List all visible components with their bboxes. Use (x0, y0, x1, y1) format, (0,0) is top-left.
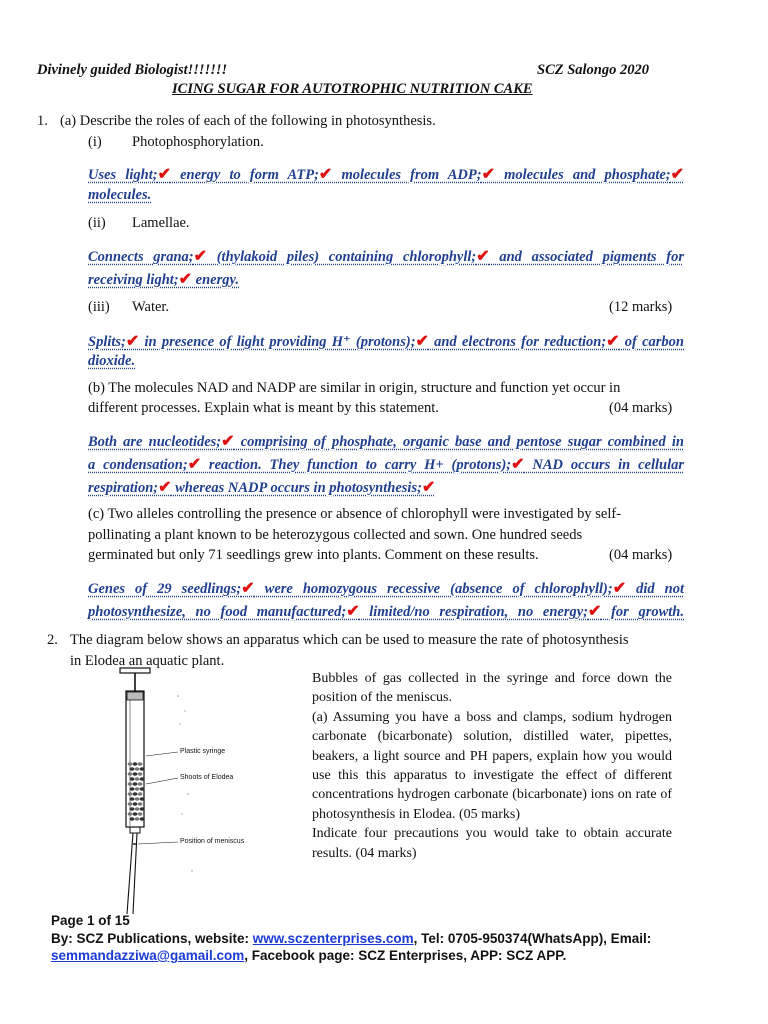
q1a-iii-term: Water. (132, 299, 170, 315)
q2-side-para-3: Indicate four precautions you would take to obtain accurate results. (04 marks) (312, 826, 672, 861)
q1a-i-term: Photophosphorylation. (132, 134, 264, 150)
answer-segment: for growth. (601, 604, 684, 620)
elodea-leaf (135, 807, 140, 811)
elodea-leaf (130, 777, 135, 781)
elodea-leaf (130, 807, 135, 811)
check-mark-icon: ✔ (346, 603, 360, 620)
plunger-head (127, 692, 143, 700)
syringe-apparatus-diagram (90, 666, 290, 916)
check-mark-icon: ✔ (481, 166, 495, 183)
check-mark-icon: ✔ (193, 248, 207, 265)
q1a-iii-number: (iii) (88, 299, 110, 315)
page-number: Page 1 of 15 (51, 913, 130, 928)
check-mark-icon: ✔ (670, 166, 685, 183)
answer-segment: photosynthesize, no food manufactured; (88, 604, 347, 620)
q1c-text-line2: pollinating a plant known to be heterozygous collected and sown. One hundred seeds (88, 527, 583, 543)
footer-by: By: SCZ Publications, website: (51, 931, 253, 946)
elodea-leaf (140, 807, 145, 811)
elodea-leaf (138, 772, 143, 776)
answer-c-line1 (88, 577, 684, 601)
check-mark-icon: ✔ (606, 333, 620, 350)
elodea-leaf (130, 787, 135, 791)
elodea-leaf (135, 777, 140, 781)
answer-segment: and electrons for reduction; (428, 334, 607, 350)
syringe-barrel (126, 691, 144, 827)
elodea-leaf (135, 797, 140, 801)
answer-segment: Uses light; (88, 167, 158, 183)
answer-b-line2 (88, 453, 684, 477)
capillary-tube (127, 833, 133, 914)
elodea-leaf (128, 812, 133, 816)
elodea-leaf (138, 782, 143, 786)
check-mark-icon: ✔ (221, 433, 235, 450)
check-mark-icon: ✔ (178, 271, 193, 288)
elodea-leaf (140, 797, 145, 801)
answer-segment: limited/no respiration, no energy; (359, 604, 588, 620)
check-mark-icon: ✔ (421, 479, 436, 496)
q2-side-text (312, 669, 672, 863)
elodea-leaf (133, 802, 138, 806)
answer-segment: (thylakoid piles) containing chlorophyll; (207, 249, 477, 265)
q1c-text-line1: (c) Two alleles controlling the presence or absence of chlorophyll were investigated by self- (88, 506, 622, 522)
q1c-marks: (04 marks) (609, 547, 673, 563)
answer-segment: receiving light; (88, 272, 179, 288)
elodea-leaf (140, 767, 145, 771)
elodea-leaf (135, 787, 140, 791)
answer-segment: respiration; (88, 480, 159, 496)
answer-ii-line2 (88, 268, 684, 292)
label-shoots-of-elodea: Shoots of Elodea (180, 774, 234, 781)
check-mark-icon: ✔ (158, 479, 172, 496)
check-mark-icon: ✔ (415, 333, 429, 350)
answer-segment: Both are nucleotides; (88, 434, 222, 450)
footer-tel-email: , Tel: 0705-950374(WhatsApp), Email: (413, 931, 652, 946)
answer-segment: molecules and phosphate; (495, 167, 671, 183)
answer-segment: energy. (192, 272, 240, 288)
elodea-leaf (128, 772, 133, 776)
q2-side-para-1: Bubbles of gas collected in the syringe and force down the position of the meniscus. (312, 671, 672, 706)
answer-b-line1 (88, 430, 684, 454)
email-link[interactable]: semmandazziwa@gamail.com (51, 948, 245, 963)
answer-i-line2: molecules. (88, 187, 152, 203)
label-position-of-meniscus: Position of meniscus (180, 838, 245, 845)
elodea-leaf (140, 817, 145, 821)
answer-segment: NAD occurs in cellular (524, 457, 684, 473)
q2-side-para-2: (a) Assuming you have a boss and clamps, sodium hydrogen carbonate (bicarbonate) solution, distilled water, pipettes, beakers, a light source and PH papers, explain how you would use this this apparatus to investigate the effect of different concentrations hydrogen carbonate (bicarbonate) ions on rate of photosynthesis in Elodea. (05 marks) (312, 709, 672, 822)
footer-rest: , Facebook page: SCZ Enterprises, APP: SCZ APP. (244, 948, 567, 963)
elodea-leaf (135, 767, 140, 771)
footer-line-1 (51, 931, 651, 946)
elodea-leaf (140, 777, 145, 781)
elodea-leaf (133, 772, 138, 776)
elodea-leaf (130, 797, 135, 801)
check-mark-icon: ✔ (476, 248, 490, 265)
elodea-leaf (138, 812, 143, 816)
check-mark-icon: ✔ (187, 456, 202, 473)
footer-line-2 (51, 948, 566, 963)
q1a-prompt: (a) Describe the roles of each of the following in photosynthesis. (60, 113, 436, 129)
answer-segment: did not (626, 581, 684, 597)
q2-text-line1: The diagram below shows an apparatus which can be used to measure the rate of photosynthesis (70, 632, 629, 648)
elodea-leaf (140, 787, 145, 791)
elodea-leaf (130, 817, 135, 821)
answer-segment: whereas NADP occurs in photosynthesis; (171, 480, 422, 496)
header-right: SCZ Salongo 2020 (537, 62, 649, 78)
q2-number: 2. (47, 632, 58, 648)
answer-segment: Connects grana; (88, 249, 194, 265)
answer-ii-line1 (88, 245, 684, 269)
q1b-text-line2: different processes. Explain what is meant by this statement. (88, 400, 439, 416)
q1a-ii-term: Lamellae. (132, 215, 190, 231)
elodea-leaf (133, 812, 138, 816)
answer-b-line3 (88, 476, 684, 500)
check-mark-icon: ✔ (588, 603, 602, 620)
answer-segment: comprising of phosphate, organic base and pentose sugar combined in (234, 434, 684, 450)
q1a-i-number: (i) (88, 134, 102, 150)
elodea-leaf (128, 782, 133, 786)
answer-segment: reaction. They function to carry H+ (protons); (201, 457, 512, 473)
elodea-leaf (128, 762, 133, 766)
elodea-leaf (138, 762, 143, 766)
answer-segment: molecules from ADP; (332, 167, 482, 183)
q2-text-line2: in Elodea an aquatic plant. (70, 653, 225, 669)
page-title: ICING SUGAR FOR AUTOTROPHIC NUTRITION CAKE (172, 81, 533, 97)
label-plastic-syringe: Plastic syringe (180, 748, 226, 755)
elodea-leaf (133, 762, 138, 766)
website-link[interactable]: www.sczenterprises.com (252, 931, 414, 946)
answer-segment: energy to form ATP; (170, 167, 319, 183)
elodea-leaf (133, 792, 138, 796)
answer-segment: in presence of light providing H⁺ (protons); (139, 334, 416, 350)
answer-segment: a condensation; (88, 457, 188, 473)
q1a-marks: (12 marks) (609, 299, 673, 315)
answer-segment: Genes of 29 seedlings; (88, 581, 242, 597)
check-mark-icon: ✔ (241, 580, 255, 597)
q1c-text-line3: germinated but only 71 seedlings grew into plants. Comment on these results. (88, 547, 539, 563)
elodea-leaf (128, 802, 133, 806)
answer-segment: Splits; (88, 334, 126, 350)
plunger-handle (120, 668, 150, 673)
answer-iii-line2: dioxide. (88, 353, 136, 369)
elodea-leaf (133, 782, 138, 786)
elodea-leaf (138, 792, 143, 796)
q1a-ii-number: (ii) (88, 215, 106, 231)
elodea-leaf (130, 767, 135, 771)
elodea-leaf (135, 817, 140, 821)
elodea-leaf (138, 802, 143, 806)
check-mark-icon: ✔ (612, 580, 627, 597)
elodea-leaf (128, 792, 133, 796)
q1b-text-line1: (b) The molecules NAD and NADP are similar in origin, structure and function yet occur in (88, 380, 621, 396)
header-left: Divinely guided Biologist!!!!!!! (37, 62, 228, 78)
check-mark-icon: ✔ (157, 166, 171, 183)
check-mark-icon: ✔ (125, 333, 140, 350)
answer-segment: of carbon (619, 334, 684, 350)
check-mark-icon: ✔ (318, 166, 333, 183)
check-mark-icon: ✔ (511, 456, 525, 473)
q1b-marks: (04 marks) (609, 400, 673, 416)
q1-number: 1. (37, 113, 48, 129)
answer-c-line2 (88, 600, 684, 624)
syringe-apparatus-drawing (90, 666, 290, 916)
answer-segment: were homozygous recessive (absence of chlorophyll); (254, 581, 613, 597)
answer-segment: and associated pigments for (489, 249, 684, 265)
